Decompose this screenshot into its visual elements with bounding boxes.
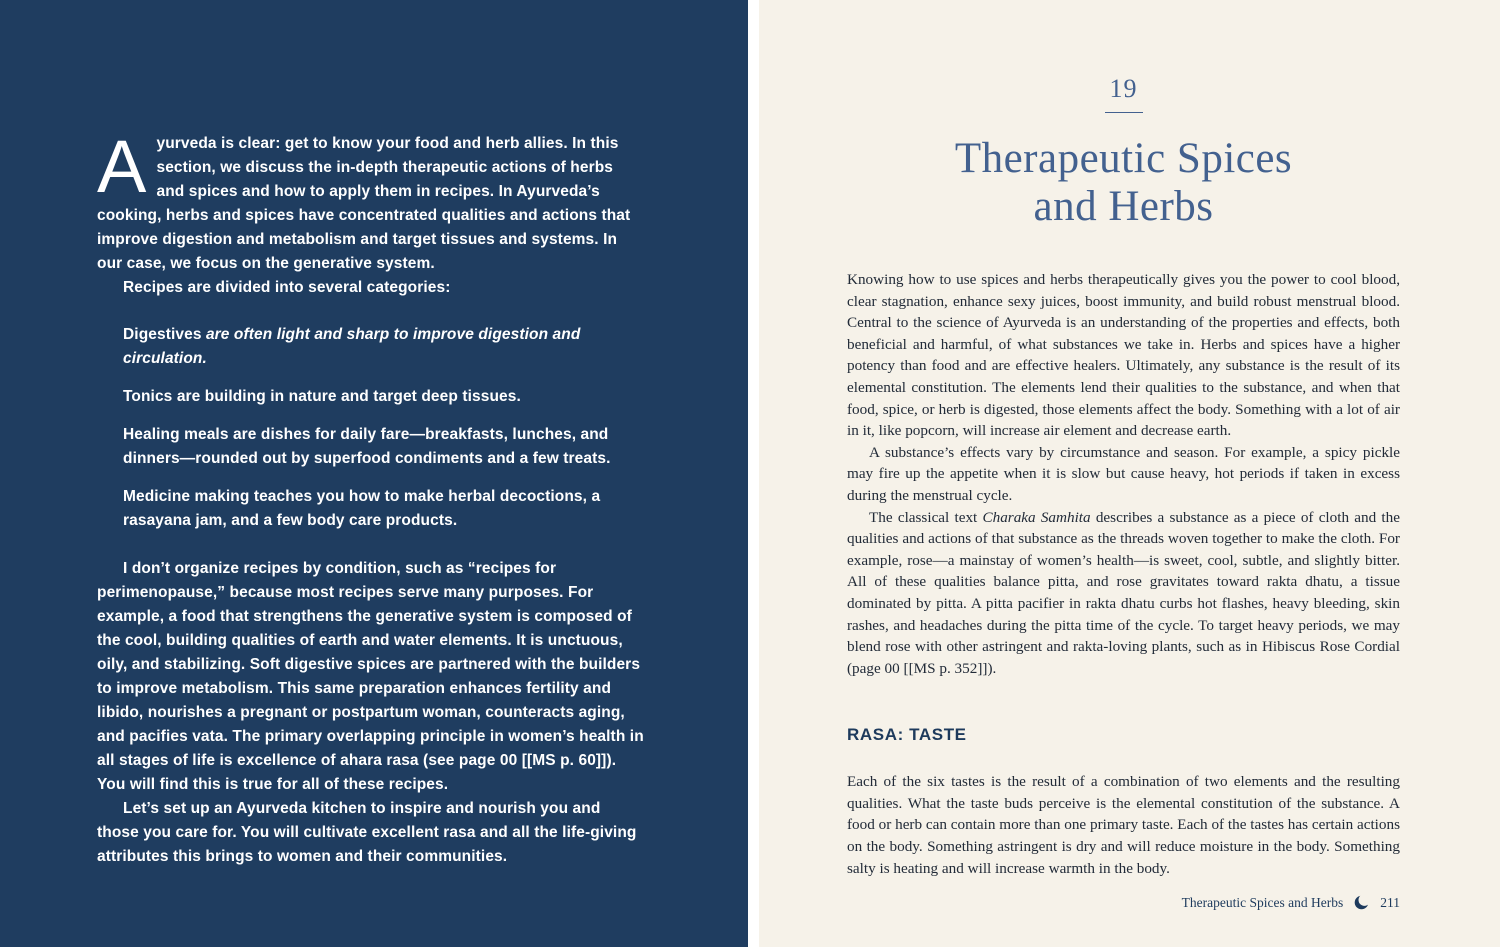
paragraph-3-rest: describes a substance as a piece of cloth and the qualities and actions of that substance as the threads woven together to make the cloth. For example, rose—a mainstay of women’s health—is sweet, cool, subtle, and slightly bitter. All of these qualities balance pitta, and rose gravitates toward rakta dhatu, a tissue dominated by pitta. A pitta pacifier in rakta dhatu curbs hot flashes, heavy bleeding, skin rashes, and headaches during the pitta time of the cycle. To target heavy periods, we may blend rose with other astringent and rakta-loving plants, such as in Hibiscus Rose Cordial (page 00 [[MS p. 352]]). (847, 508, 1400, 677)
category-term: Healing meals (123, 426, 229, 443)
chapter-title-line1: Therapeutic Spices (954, 135, 1293, 182)
left-paragraph-1: I don’t organize recipes by condition, such as “recipes for perimenopause,” because most recipes serve many purposes. For example, a food that strengthens the generative system is composed of the cool, building qualities of earth and water elements. It is unctuous, oily, and stabilizing. Soft digestive spices are partnered with the builders to improve metabolism. This same preparation enhances fertility and libido, nourishes a pregnant or postpartum woman, counteracts aging, and pacifies vata. The primary overlapping principle in women’s health in all stages of life is excellence of ahara rasa (see page 00 [[MS p. 60]]). You will find this is true for all of these recipes. (97, 560, 644, 793)
intro-text: yurveda is clear: get to know your food and herb allies. In this section, we discuss the in-depth therapeutic actions of herbs and spices and how to apply them in recipes. In Ayurveda’s cooking, herbs and spices have concentrated qualities and actions that improve digestion and metabolism and target tissues and systems. In our case, we focus on the generative system. (97, 135, 631, 272)
category-item-tonics (123, 385, 645, 409)
category-item-healing-meals (123, 423, 645, 471)
left-text-column (97, 125, 645, 869)
section-paragraph: Each of the six tastes is the result of a combination of two elements and the resulting qualities. What the taste buds perceive is the elemental constitution of the substance. A food or herb can contain more than one primary taste. Each of the tastes has certain actions on the body. Something astringent is dry and will reduce moisture in the body. Something salty is heating and will increase warmth in the body. (847, 773, 1400, 877)
chapter-title-line2: and Herbs (1033, 183, 1214, 230)
categories-intro: Recipes are divided into several categories: (123, 279, 451, 296)
left-paragraph-2: Let’s set up an Ayurveda kitchen to inspire and nourish you and those you care for. You will cultivate excellent rasa and all the life-giving attributes this brings to women and their communities. (97, 800, 637, 865)
chapter-number-rule (1105, 112, 1143, 113)
chapter-number: 19 (1109, 74, 1138, 103)
body-paragraph-2: A substance’s effects vary by circumstance and season. For example, a spicy pickle may fire up the appetite when it is slow but cause heavy, hot periods if taken in excess during the menstrual cycle. (847, 443, 1400, 504)
category-desc: teaches you how to make herbal decoctions, a rasayana jam, and a few body care products. (123, 488, 601, 529)
category-item-medicine-making (123, 485, 645, 533)
category-term: Medicine making (123, 488, 250, 505)
category-desc: are building in nature and target deep tissues. (172, 388, 521, 405)
body-paragraph-3 (847, 507, 1400, 680)
footer-chapter-label: Therapeutic Spices and Herbs (1181, 894, 1344, 910)
intro-paragraph (97, 125, 645, 276)
body-paragraph-1: Knowing how to use spices and herbs therapeutically gives you the power to cool blood, clear stagnation, enhance sexy juices, boost immunity, and build robust menstrual blood. Central to the science of Ayurveda is an understanding of the properties and effects, both beneficial and harmful, of what substances we take in. Herbs and spices have a higher potency than food and are effective healers. Ultimately, any substance is the result of its elemental constitution. The elements lend their qualities to the substance, and when that food, spice, or herb is digested, those elements affect the body. Something with a lot of air in it, like popcorn, will increase air element and decrease earth. (847, 271, 1400, 440)
moon-icon (1353, 894, 1370, 911)
category-desc: are dishes for daily fare—breakfasts, lunches, and dinners—rounded out by superfood condiments and a few treats. (123, 426, 611, 467)
category-item-digestives (123, 323, 645, 371)
section-heading-rasa-taste: RASA: TASTE (847, 725, 967, 745)
page-number: 211 (1380, 894, 1400, 910)
page-gutter (748, 0, 759, 947)
book-title-charaka-samhita: Charaka Samhita (982, 508, 1091, 526)
page-footer (1182, 894, 1400, 911)
left-page (0, 0, 748, 947)
chapter-body (847, 269, 1400, 679)
category-term: Digestives (123, 326, 202, 343)
category-desc: are often light and sharp to improve digestion and circulation. (123, 326, 581, 367)
chapter-title (847, 135, 1400, 231)
section-body (847, 771, 1400, 879)
drop-cap: A (97, 125, 147, 208)
category-term: Tonics (123, 388, 173, 405)
paragraph-3-lead: The classical text (869, 508, 983, 526)
right-page (759, 0, 1500, 947)
